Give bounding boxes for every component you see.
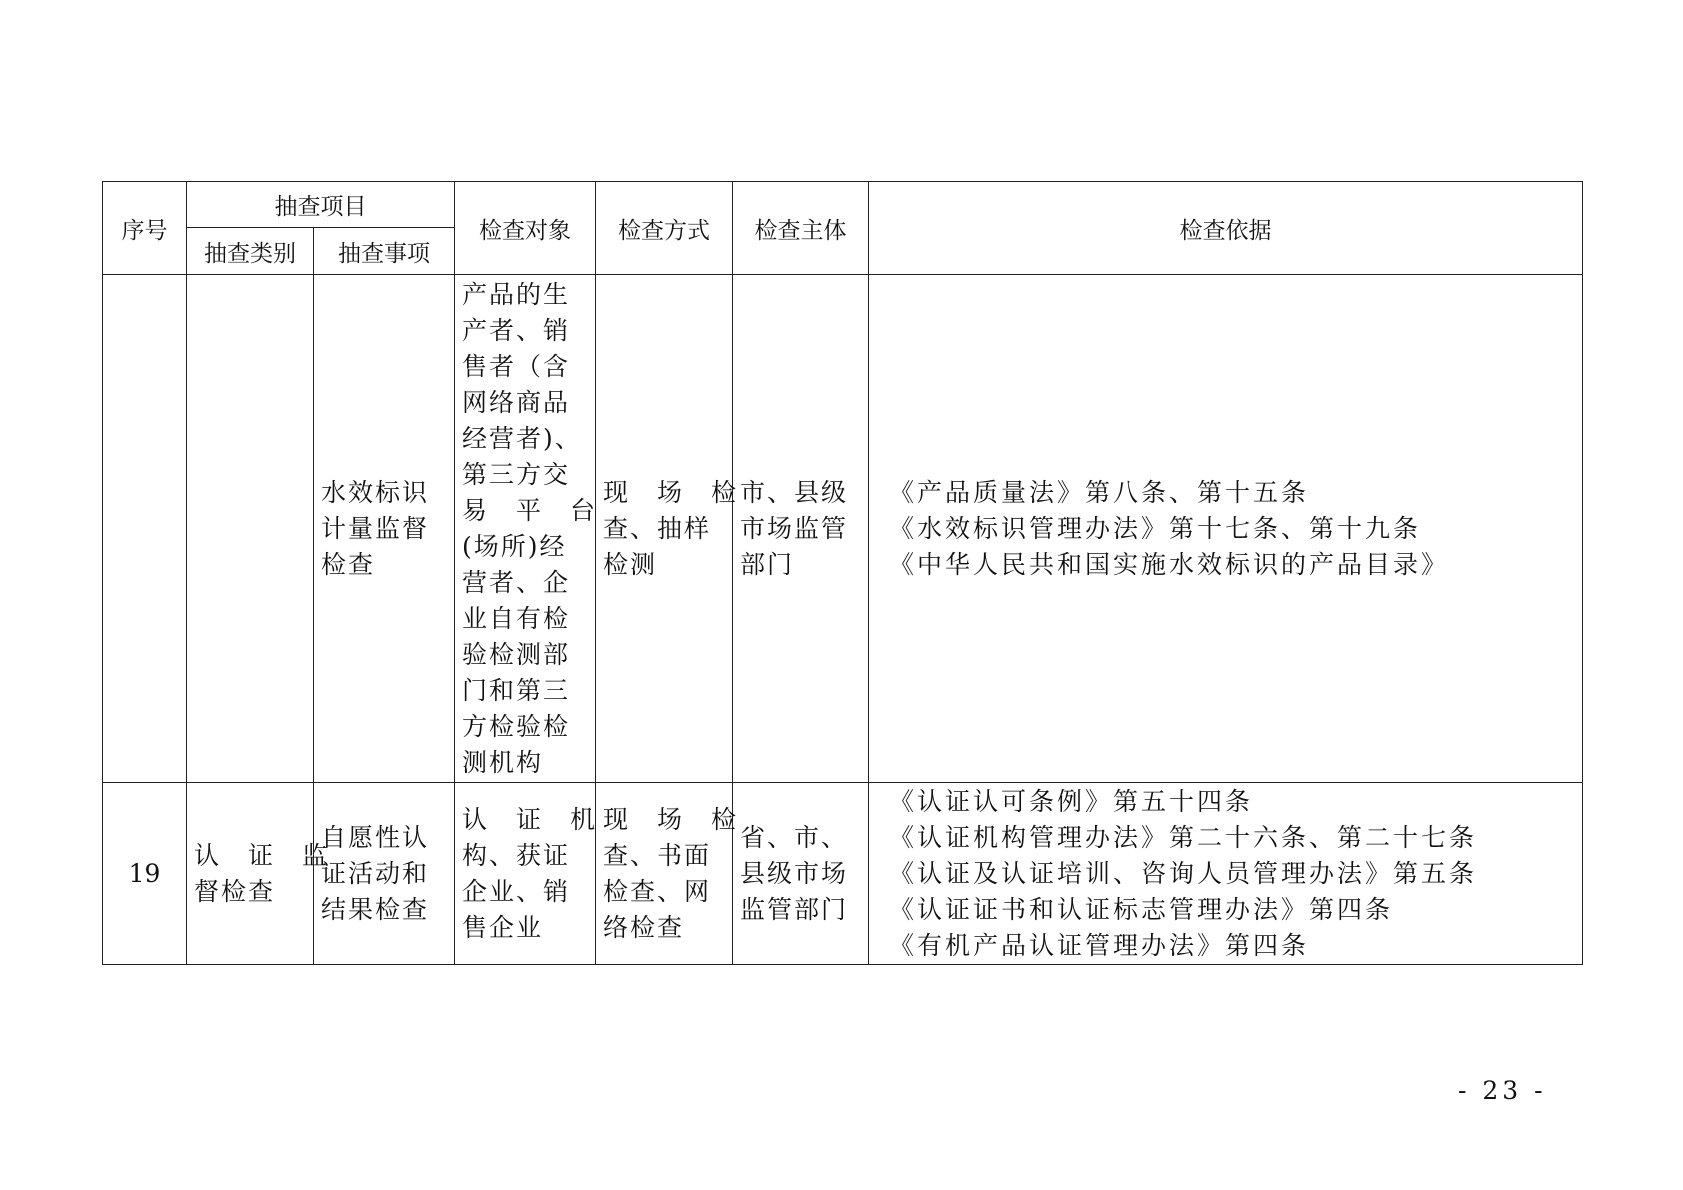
cell-line: 构、获证: [462, 840, 571, 870]
cell-line: 《产品质量法》第八条、第十五条: [889, 477, 1310, 507]
cell-line: 方检验检: [462, 711, 571, 741]
row-category: [187, 783, 330, 965]
cell-line: 业自有检: [462, 603, 571, 633]
header-matter: 抽查事项: [314, 228, 455, 275]
cell-line: 售企业: [462, 912, 544, 942]
cell-line: 营者、企: [462, 567, 571, 597]
row-subject: [733, 275, 869, 783]
cell-line: 《中华人民共和国实施水效标识的产品目录》: [889, 549, 1450, 579]
cell-line: 现 场 检: [603, 804, 739, 834]
table-row: [103, 783, 1583, 965]
cell-line: 部门: [740, 549, 795, 579]
cell-line: 企业、销: [462, 876, 571, 906]
row-target: [455, 275, 596, 783]
row-matter: [314, 783, 455, 965]
header-basis: 检查依据: [869, 182, 1583, 275]
cell-line: 县级市场: [740, 858, 849, 888]
row-method: [596, 275, 739, 783]
row-seq: [103, 275, 187, 783]
cell-line: 认 证 机: [462, 804, 598, 834]
cell-line: 网络商品: [462, 387, 571, 417]
header-category: 抽查类别: [187, 228, 314, 275]
header-item-group: 抽查项目: [187, 182, 455, 228]
cell-line: 门和第三: [462, 675, 571, 705]
cell-line: 检查: [321, 549, 376, 579]
cell-line: 检测: [603, 549, 658, 579]
cell-line: (场所)经: [462, 531, 567, 561]
cell-line: 测机构: [462, 747, 544, 777]
page-number: - 23 -: [1458, 1076, 1547, 1105]
cell-line: 结果检查: [321, 894, 430, 924]
header-target: 检查对象: [455, 182, 596, 275]
cell-line: 《认证机构管理办法》第二十六条、第二十七条: [889, 822, 1478, 852]
cell-line: 《水效标识管理办法》第十七条、第十九条: [889, 513, 1422, 543]
cell-line: 易 平 台: [462, 495, 598, 525]
cell-line: 水效标识: [321, 477, 430, 507]
header-seq: 序号: [103, 182, 187, 275]
cell-line: 络检查: [603, 912, 685, 942]
cell-line: 查、抽样: [603, 513, 712, 543]
row-target: [455, 783, 596, 965]
row-category: [187, 275, 314, 783]
cell-line: 检查、网: [603, 876, 712, 906]
cell-line: 第三方交: [462, 459, 571, 489]
cell-line: 验检测部: [462, 639, 571, 669]
cell-line: 自愿性认: [321, 822, 430, 852]
table-row: [103, 275, 1583, 783]
cell-line: 《有机产品认证管理办法》第四条: [889, 930, 1310, 960]
cell-line: 产者、销: [462, 315, 571, 345]
cell-line: 经营者)、: [462, 423, 582, 453]
cell-line: 产品的生: [462, 279, 571, 309]
cell-line: 《认证证书和认证标志管理办法》第四条: [889, 894, 1394, 924]
cell-line: 计量监督: [321, 513, 430, 543]
cell-line: 监管部门: [740, 894, 849, 924]
row-matter: [314, 275, 455, 783]
cell-line: 《认证及认证培训、咨询人员管理办法》第五条: [889, 858, 1478, 888]
row-subject: [733, 783, 869, 965]
cell-line: 省、市、: [740, 822, 849, 852]
cell-line: 市、县级: [740, 477, 849, 507]
row-seq: 19: [103, 783, 187, 965]
cell-line: 现 场 检: [603, 477, 739, 507]
row-basis: [869, 783, 1583, 965]
cell-line: 证活动和: [321, 858, 430, 888]
cell-line: 认 证 监: [194, 840, 330, 870]
cell-line: 市场监管: [740, 513, 849, 543]
header-method: 检查方式: [596, 182, 733, 275]
cell-line: 督检查: [194, 876, 276, 906]
inspection-table: [102, 181, 1583, 965]
row-method: [596, 783, 739, 965]
header-subject: 检查主体: [733, 182, 869, 275]
row-basis: [869, 275, 1583, 783]
cell-line: 售者（含: [462, 351, 571, 381]
cell-line: 《认证认可条例》第五十四条: [889, 786, 1254, 816]
cell-line: 查、书面: [603, 840, 712, 870]
